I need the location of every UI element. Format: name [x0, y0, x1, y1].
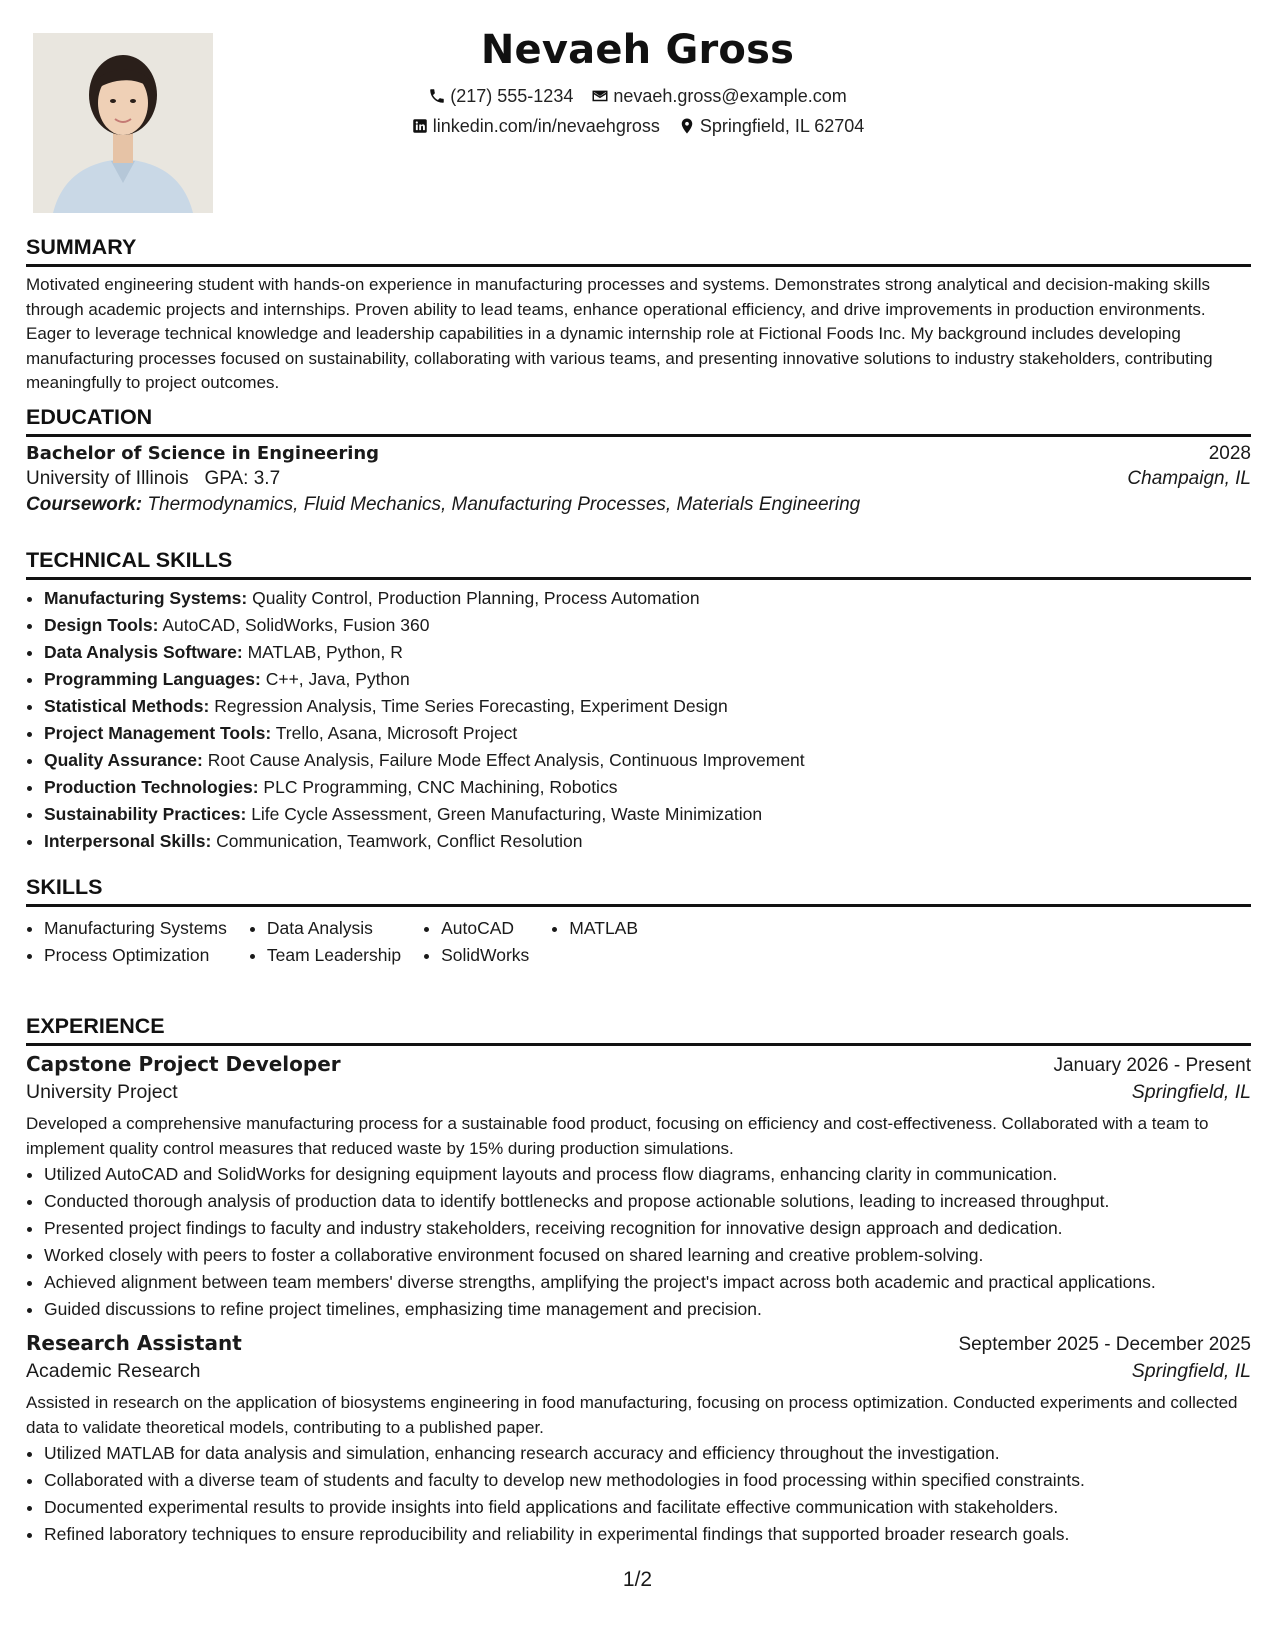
list-item	[44, 801, 1251, 828]
list-item: • Collaborated with a diverse team of students and faculty to develop new methodologies in food processing within specified constraints.	[44, 1467, 1251, 1494]
degree: Bachelor of Science in Engineering	[26, 443, 380, 464]
list-item: • Achieved alignment between team members' diverse strengths, amplifying the project's impact across both academic and practical applications.	[44, 1269, 1251, 1296]
job-title: Capstone Project Developer	[26, 1052, 341, 1076]
coursework-list: Thermodynamics, Fluid Mechanics, Manufacturing Processes, Materials Engineering	[147, 494, 861, 515]
technical-skills-section	[26, 547, 1251, 855]
skill-category: Programming Languages:	[44, 669, 261, 689]
list-item	[44, 720, 1251, 747]
list-item: • Presented project findings to faculty and industry stakeholders, receiving recognition for innovative design approach and dedication.	[44, 1215, 1251, 1242]
phone-icon	[428, 87, 446, 105]
education-row-1	[26, 443, 1251, 465]
linkedin-icon	[411, 117, 429, 135]
job-subheader	[26, 1360, 1251, 1383]
skill-values: MATLAB, Python, R	[247, 642, 403, 662]
skill-values: Regression Analysis, Time Series Forecasting, Experiment Design	[214, 696, 728, 716]
experience-heading: EXPERIENCE	[26, 1014, 165, 1038]
list-item: • Utilized MATLAB for data analysis and simulation, enhancing research accuracy and efficiency throughout the investigation.	[44, 1440, 1251, 1467]
coursework-line	[26, 494, 1251, 516]
job-header	[26, 1331, 1251, 1356]
skill-category: Quality Assurance:	[44, 750, 203, 770]
list-item: • Worked closely with peers to foster a collaborative environment focused on shared learning and creative problem-solving.	[44, 1242, 1251, 1269]
email-contact[interactable]	[591, 84, 846, 108]
section-divider	[26, 264, 1251, 267]
job-location: Springfield, IL	[1131, 1081, 1251, 1103]
job-organization: University Project	[26, 1081, 178, 1103]
skills-column	[26, 915, 227, 969]
skill-values: Communication, Teamwork, Conflict Resolution	[216, 831, 583, 851]
list-item: • Guided discussions to refine project timelines, emphasizing time management and precision.	[44, 1296, 1251, 1323]
contact-line-1	[0, 84, 1275, 108]
list-item: • Process Optimization	[44, 942, 227, 969]
list-item: • Refined laboratory techniques to ensure reproducibility and reliability in experimental findings that supported broader research goals.	[44, 1521, 1251, 1548]
technical-skills-list	[26, 585, 1251, 855]
candidate-name: Nevaeh Gross	[480, 27, 795, 73]
skill-values: C++, Java, Python	[265, 669, 410, 689]
summary-text: Motivated engineering student with hands-on experience in manufacturing processes and systems. Demonstrates strong analytical and decision-making skills through academic projects and internships. Proven ability to lead teams, enhance operational efficiency, and drive improvements in production environments. Eager to leverage technical knowledge and leadership capabilities in a dynamic internship role at Fictional Foods Inc. My background includes developing manufacturing processes focused on sustainability, collaborating with various teams, and presenting innovative solutions to industry stakeholders, contributing meaningfully to project outcomes.	[26, 275, 1213, 392]
education-heading: EDUCATION	[26, 405, 153, 429]
section-divider	[26, 577, 1251, 580]
skill-values: Life Cycle Assessment, Green Manufacturing, Waste Minimization	[251, 804, 763, 824]
skill-values: Trello, Asana, Microsoft Project	[275, 723, 518, 743]
list-item	[44, 693, 1251, 720]
skill-category: Design Tools:	[44, 615, 159, 635]
section-divider	[26, 434, 1251, 437]
list-item: • Data Analysis	[267, 915, 401, 942]
job-organization: Academic Research	[26, 1360, 201, 1382]
list-item	[44, 612, 1251, 639]
section-divider	[26, 904, 1251, 907]
list-item: • Conducted thorough analysis of production data to identify bottlenecks and propose actionable solutions, leading to increased throughput.	[44, 1188, 1251, 1215]
list-item	[44, 774, 1251, 801]
skills-heading: SKILLS	[26, 875, 103, 899]
gpa: GPA: 3.7	[204, 468, 281, 489]
job-dates: January 2026 - Present	[1053, 1055, 1251, 1076]
school-location: Champaign, IL	[1127, 468, 1251, 489]
skills-column	[423, 915, 529, 969]
resume-header	[0, 22, 1275, 138]
map-pin-icon	[678, 117, 696, 135]
skill-category: Manufacturing Systems:	[44, 588, 248, 608]
list-item: • SolidWorks	[441, 942, 529, 969]
skill-category: Project Management Tools:	[44, 723, 272, 743]
experience-section	[26, 1013, 1251, 1548]
list-item	[44, 639, 1251, 666]
skill-values: Root Cause Analysis, Failure Mode Effect Analysis, Continuous Improvement	[207, 750, 805, 770]
list-item: • Manufacturing Systems	[44, 915, 227, 942]
technical-skills-heading: TECHNICAL SKILLS	[26, 548, 233, 572]
list-item: • Documented experimental results to provide insights into field applications and facilitate effective communication with stakeholders.	[44, 1494, 1251, 1521]
skill-category: Interpersonal Skills:	[44, 831, 212, 851]
phone-number: (217) 555-1234	[450, 86, 574, 106]
job-bullets	[26, 1161, 1251, 1323]
skills-column	[551, 915, 638, 969]
coursework-label: Coursework:	[26, 494, 143, 515]
list-item	[44, 747, 1251, 774]
graduation-year: 2028	[1208, 443, 1251, 464]
job-entry	[26, 1052, 1251, 1323]
list-item	[44, 828, 1251, 855]
list-item: • Utilized AutoCAD and SolidWorks for designing equipment layouts and process flow diagrams, enhancing clarity in communication.	[44, 1161, 1251, 1188]
page-number: 1/2	[622, 1568, 653, 1591]
job-entry	[26, 1331, 1251, 1548]
job-title: Research Assistant	[26, 1331, 242, 1355]
list-item: • MATLAB	[569, 915, 638, 942]
job-subheader	[26, 1081, 1251, 1104]
skill-category: Production Technologies:	[44, 777, 259, 797]
summary-section	[26, 234, 1251, 396]
linkedin-contact[interactable]	[411, 114, 660, 138]
job-description: Assisted in research on the application of biosystems engineering in food manufacturing, focusing on process optimization. Conducted experiments and collected data to validate theoretical models, contributing to a published paper.	[26, 1393, 1238, 1437]
phone-contact	[428, 84, 573, 108]
contact-line-2	[0, 114, 1275, 138]
skills-section	[26, 874, 1251, 969]
location-contact	[678, 114, 864, 138]
list-item: • Team Leadership	[267, 942, 401, 969]
linkedin-url[interactable]: linkedin.com/in/nevaehgross	[432, 116, 660, 136]
school-name: University of Illinois	[26, 468, 189, 489]
education-section	[26, 404, 1251, 516]
list-item: • AutoCAD	[441, 915, 529, 942]
job-bullets	[26, 1440, 1251, 1548]
location-text: Springfield, IL 62704	[699, 116, 865, 136]
summary-heading: SUMMARY	[26, 235, 137, 259]
skills-grid	[26, 915, 1251, 969]
section-divider	[26, 1043, 1251, 1046]
job-header	[26, 1052, 1251, 1077]
job-location: Springfield, IL	[1131, 1360, 1251, 1382]
skill-category: Statistical Methods:	[44, 696, 210, 716]
job-dates: September 2025 - December 2025	[958, 1334, 1251, 1355]
skill-category: Sustainability Practices:	[44, 804, 247, 824]
skill-values: PLC Programming, CNC Machining, Robotics	[263, 777, 618, 797]
skill-values: Quality Control, Production Planning, Process Automation	[252, 588, 700, 608]
skill-category: Data Analysis Software:	[44, 642, 243, 662]
skill-values: AutoCAD, SolidWorks, Fusion 360	[162, 615, 430, 635]
list-item	[44, 666, 1251, 693]
school-info	[26, 468, 280, 490]
list-item	[44, 585, 1251, 612]
education-row-2	[26, 468, 1251, 490]
email-address[interactable]: nevaeh.gross@example.com	[613, 86, 847, 106]
job-description: Developed a comprehensive manufacturing process for a sustainable food product, focusing on efficiency and cost-effectiveness. Collaborated with a team to implement quality control measures that reduced waste by 15% during production simulations.	[26, 1114, 1209, 1158]
skills-column	[249, 915, 401, 969]
envelope-icon	[591, 87, 609, 105]
